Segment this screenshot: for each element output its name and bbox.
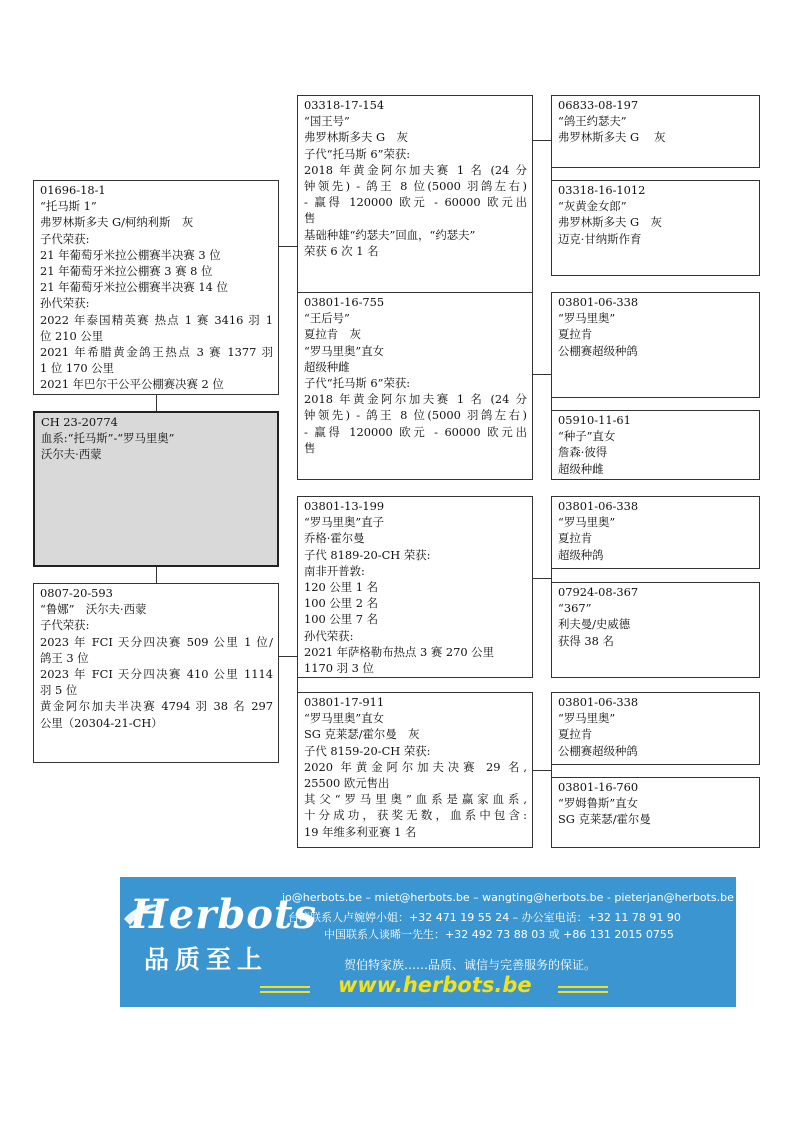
dd-note: 十分成功，获奖无数，血系中包含:: [304, 808, 527, 823]
ddd-breeder: SG 克莱瑟/霍尔曼: [558, 812, 651, 827]
ds-result: 2021 年萨格勒布热点 3 赛 270 公里: [304, 644, 494, 659]
ds-result: 南非开普敦:: [304, 563, 365, 578]
ds-ring: 03801-13-199: [304, 499, 385, 513]
sdd-card: [551, 410, 760, 480]
sire-result: 21 年葡萄牙米拉公棚赛半决赛 14 位: [40, 280, 228, 295]
dsd-ring: 07924-08-367: [558, 585, 639, 599]
sire-name: “托马斯 1”: [40, 199, 97, 214]
dam-heading: 子代荣获:: [40, 618, 90, 633]
sire-card: [33, 180, 279, 395]
sire-heading: 孙代荣获:: [40, 296, 90, 311]
sire-result: 21 年葡萄牙米拉公棚赛半决赛 3 位: [40, 247, 221, 262]
sire-result: 21 年葡萄牙米拉公棚赛 3 赛 8 位: [40, 264, 213, 279]
dss-card: [551, 496, 760, 569]
sd-note: 超级种雌: [304, 359, 350, 374]
slogan: 品质至上: [144, 945, 269, 974]
dds-note: 公棚赛超级种鸽: [558, 743, 638, 758]
ssd-ring: 03318-16-1012: [558, 183, 646, 197]
sire-breeder: 弗罗林斯多夫 G/柯纳利斯 灰: [40, 215, 194, 230]
ds-heading: 子代 8189-20-CH 荣获:: [304, 547, 431, 562]
sdd-ring: 05910-11-61: [558, 413, 631, 427]
sire-heading: 子代荣获:: [40, 231, 90, 246]
dss-note: 超级种鸽: [558, 547, 604, 562]
dam-ring: 0807-20-593: [40, 586, 113, 600]
ddd-ring: 03801-16-760: [558, 780, 639, 794]
sire-sire-card: [297, 95, 533, 293]
china-contact: 中国联系人谈晞一先生：+32 492 73 88 03 或 +86 131 2015 0755: [324, 928, 674, 941]
dsd-card: [551, 582, 760, 678]
dd-note: 19 年维多利亚赛 1 名: [304, 824, 417, 839]
sss-breeder: 弗罗林斯多夫 G 灰: [558, 130, 666, 145]
dss-name: “罗马里奥”: [558, 515, 616, 530]
herbots-banner: [120, 877, 736, 1007]
website-link[interactable]: www.herbots.be: [338, 973, 532, 997]
sire-dam-card: [297, 292, 533, 480]
sire-result: 2022 年泰国精英赛 热点 1 赛 3416 羽 1: [40, 312, 273, 327]
ddd-card: [551, 777, 760, 848]
taiwan-contact: 台湾联系人卢婉婷小姐：+32 471 19 55 24 – 办公室电话：+32 11 78 91 90: [288, 911, 681, 924]
sire-result: 1 位 170 公里: [40, 361, 115, 376]
ss-result: 钟领先) - 鸽王 8 位(5000 羽鸽左右): [304, 179, 527, 194]
dd-note: 其父“罗马里奥”血系是赢家血系,: [304, 792, 527, 807]
ss-name: “国王号”: [304, 114, 350, 129]
ddd-name: “罗姆鲁斯”直女: [558, 796, 638, 811]
connector-line: [533, 374, 551, 375]
dam-result: 黄金阿尔加夫半决赛 4794 羽 38 名 297: [40, 699, 273, 714]
email-contacts[interactable]: jo@herbots.be – miet@herbots.be – wangting@herbots.be - pieterjan@herbots.be: [282, 891, 734, 904]
sds-ring: 03801-06-338: [558, 295, 639, 309]
sds-note: 公棚赛超级种鸽: [558, 343, 638, 358]
dsd-name: “367”: [558, 601, 592, 616]
dd-result: 25500 欧元售出: [304, 776, 390, 791]
dsd-note: 获得 38 名: [558, 633, 614, 648]
sss-card: [551, 95, 760, 168]
sds-name: “罗马里奥”: [558, 311, 616, 326]
ds-breeder: 乔格·霍尔曼: [304, 531, 365, 546]
dam-name: “鲁娜” 沃尔夫·西蒙: [40, 602, 147, 617]
sire-result: 2021 年希腊黄金鸽王热点 3 赛 1377 羽: [40, 345, 273, 360]
connector-line: [533, 578, 551, 579]
dam-result: 鸽王 3 位: [40, 650, 89, 665]
dam-dam-card: [297, 692, 533, 848]
ssd-name: “灰黄金女郎”: [558, 199, 627, 214]
sire-ring: 01696-18-1: [40, 183, 106, 197]
sdd-name: “种子”直女: [558, 429, 616, 444]
ss-breeder: 弗罗林斯多夫 G 灰: [304, 130, 408, 145]
dds-breeder: 夏拉肯: [558, 727, 593, 742]
ds-name: “罗马里奥”直子: [304, 515, 384, 530]
ss-result: - 赢得 120000 欧元 - 60000 欧元出: [304, 195, 527, 210]
connector-line: [156, 567, 157, 583]
sdd-note: 超级种雌: [558, 461, 604, 476]
sds-breeder: 夏拉肯: [558, 327, 593, 342]
subject-card: [33, 411, 279, 567]
connector-line: [533, 770, 551, 771]
dd-breeder: SG 克莱瑟/霍尔曼 灰: [304, 727, 420, 742]
ssd-note: 迈克·甘纳斯作育: [558, 231, 642, 246]
divider-left: [260, 986, 310, 988]
dam-sire-card: [297, 496, 533, 678]
sd-bloodline: “罗马里奥”直女: [304, 343, 384, 358]
herbots-logo: Herbots: [130, 891, 317, 938]
sd-result: - 赢得 120000 欧元 - 60000 欧元出: [304, 424, 527, 439]
divider-right: [558, 991, 608, 993]
dds-ring: 03801-06-338: [558, 695, 639, 709]
sd-name: “王后号”: [304, 311, 350, 326]
dd-heading: 子代 8159-20-CH 荣获:: [304, 743, 431, 758]
ss-result: 售: [304, 211, 316, 226]
dd-name: “罗马里奥”直女: [304, 711, 384, 726]
ssd-card: [551, 180, 760, 276]
ss-heading: 子代“托马斯 6”荣获:: [304, 146, 411, 161]
dds-card: [551, 692, 760, 765]
dsd-breeder: 利夫曼/史威德: [558, 617, 631, 632]
sdd-breeder: 詹森·彼得: [558, 445, 608, 460]
sire-result: 2021 年巴尔干公平公棚赛决赛 2 位: [40, 377, 224, 392]
ss-ring: 03318-17-154: [304, 98, 385, 112]
connector-line: [533, 140, 551, 141]
sd-heading: 子代“托马斯 6”荣获:: [304, 376, 411, 391]
sd-result: 2018 年黄金阿尔加夫赛 1 名 (24 分: [304, 392, 527, 407]
ss-result: 2018 年黄金阿尔加夫赛 1 名 (24 分: [304, 162, 527, 177]
ds-result: 100 公里 7 名: [304, 612, 379, 627]
divider-right: [558, 986, 608, 988]
dd-ring: 03801-17-911: [304, 695, 385, 709]
ds-result: 100 公里 2 名: [304, 596, 379, 611]
dam-result: 2023 年 FCI 天分四决赛 410 公里 1114: [40, 667, 273, 682]
dam-card: [33, 583, 279, 763]
connector-line: [279, 656, 297, 657]
dds-name: “罗马里奥”: [558, 711, 616, 726]
sd-result: 售: [304, 440, 316, 455]
dam-result: 2023 年 FCI 天分四决赛 509 公里 1 位/: [40, 634, 273, 649]
tagline: 贺伯特家族……品质、诚信与完善服务的保证。: [344, 958, 597, 972]
dam-result: 公里（20304-21-CH）: [40, 715, 163, 730]
sds-card: [551, 292, 760, 398]
dam-result: 羽 5 位: [40, 683, 78, 698]
ds-result: 120 公里 1 名: [304, 580, 379, 595]
ss-note: 基础种雄“约瑟夫”回血，“约瑟夫”: [304, 227, 476, 242]
divider-left: [260, 991, 310, 993]
sire-result: 位 210 公里: [40, 328, 104, 343]
connector-line: [279, 246, 297, 247]
ssd-breeder: 弗罗林斯多夫 G 灰: [558, 215, 662, 230]
dss-breeder: 夏拉肯: [558, 531, 593, 546]
subject-breeder: 沃尔夫·西蒙: [41, 447, 102, 462]
subject-bloodline: 血系:“托马斯”-“罗马里奥”: [41, 431, 175, 446]
sss-name: “鸽王约瑟夫”: [558, 114, 627, 129]
sss-ring: 06833-08-197: [558, 98, 639, 112]
sd-ring: 03801-16-755: [304, 295, 385, 309]
dss-ring: 03801-06-338: [558, 499, 639, 513]
sd-result: 钟领先) - 鸽王 8 位(5000 羽鸽左右): [304, 408, 527, 423]
subject-ring: CH 23-20774: [41, 415, 118, 429]
sd-breeder: 夏拉肯 灰: [304, 327, 361, 342]
dd-result: 2020 年黄金阿尔加夫决赛 29 名,: [304, 759, 527, 774]
ds-result: 1170 羽 3 位: [304, 661, 374, 676]
ds-heading: 孙代荣获:: [304, 628, 354, 643]
ss-note: 荣获 6 次 1 名: [304, 243, 379, 258]
connector-line: [156, 394, 157, 411]
